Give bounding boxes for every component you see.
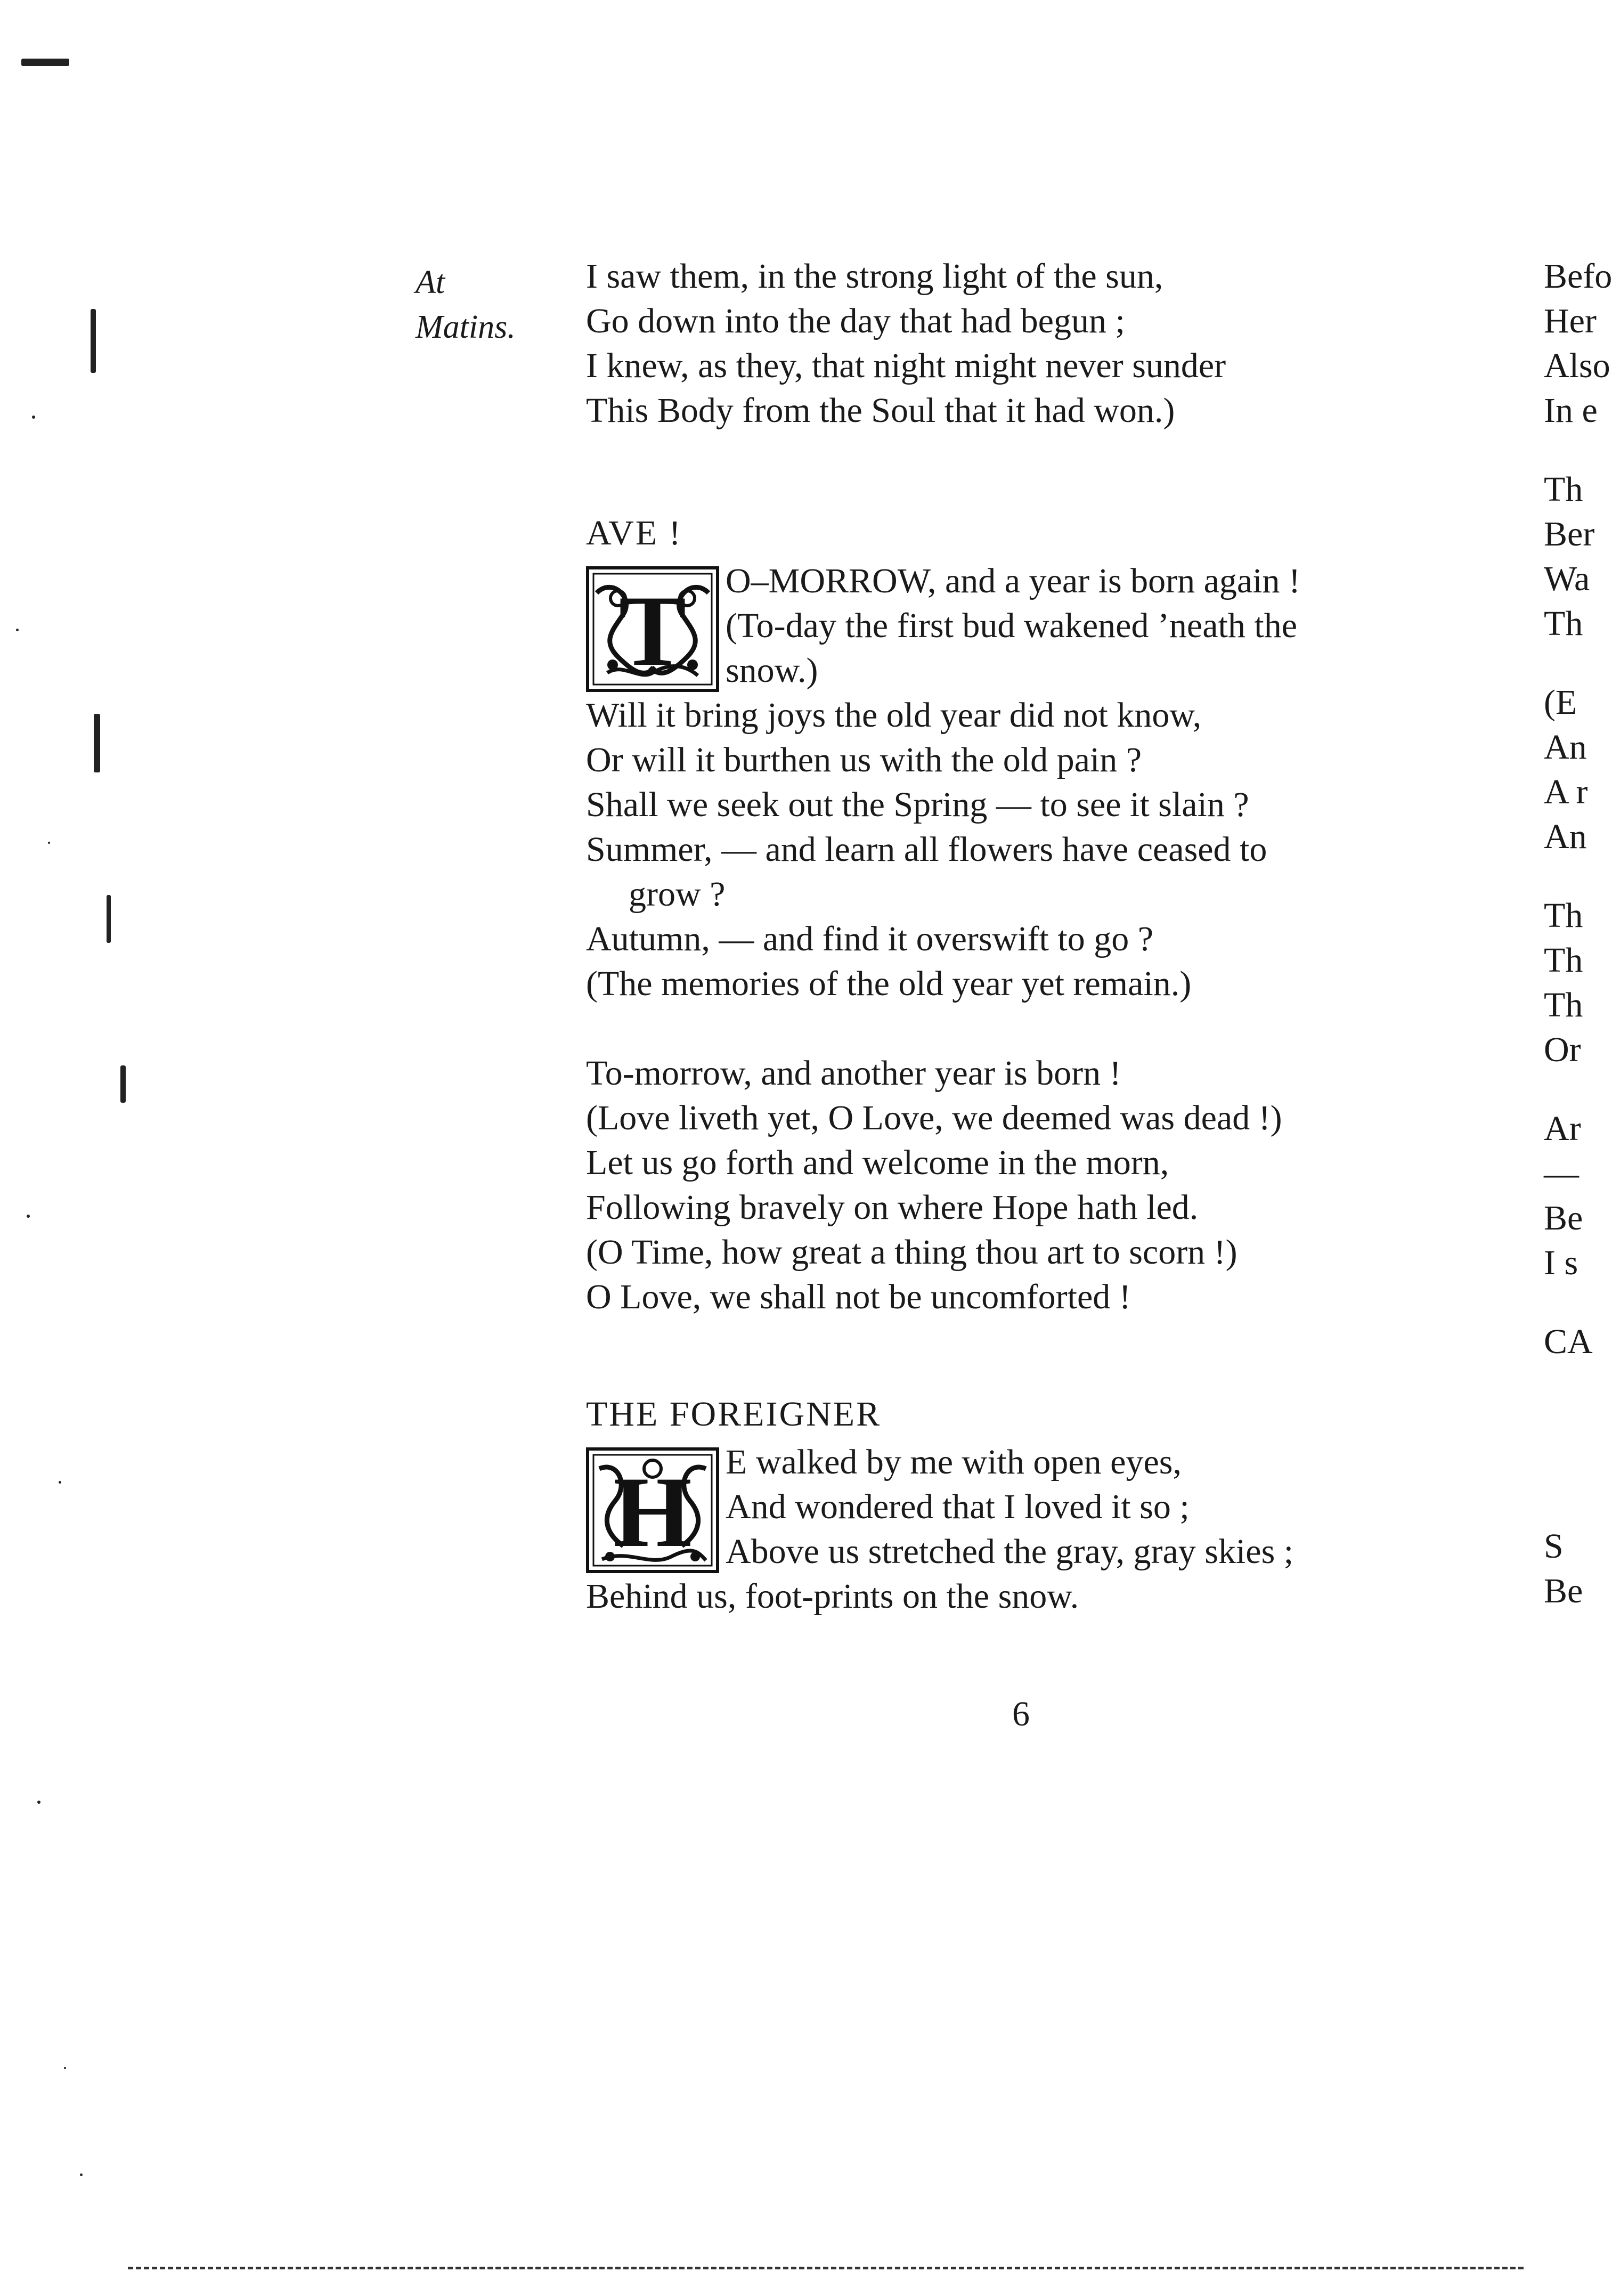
verse-line: Autumn, — and find it overswift to go ? [586, 919, 1154, 958]
margin-note-line: Matins. [416, 309, 516, 345]
fragment-line: Th [1544, 941, 1583, 980]
fragment-line: Th [1544, 604, 1583, 643]
binding-edge-marks [0, 43, 123, 2280]
foreigner-opening [586, 1440, 1449, 1574]
ave-stanza-1 [586, 693, 1449, 1006]
verse-line: snow.) [726, 651, 818, 690]
fragment-line: Be [1544, 1199, 1583, 1237]
main-text-column [586, 254, 1449, 1619]
fragment-line: Ar [1544, 1109, 1581, 1148]
verse-line: Let us go forth and welcome in the morn, [586, 1143, 1169, 1182]
fragment-line: An [1544, 728, 1587, 767]
verse-line: I knew, as they, that night might never sunder [586, 346, 1226, 385]
fragment-line: Th [1544, 470, 1583, 509]
verse-line: This Body from the Soul that it had won.) [586, 391, 1175, 430]
fragment-line: An [1544, 817, 1587, 856]
page-number: 6 [1012, 1695, 1030, 1733]
bottom-edge-rule [128, 2267, 1524, 2273]
fragment-line: Her [1544, 302, 1597, 340]
verse-line: (Love liveth yet, O Love, we deemed was dead !) [586, 1098, 1282, 1137]
fragment-line: CA [1544, 1322, 1593, 1361]
verse-line: E walked by me with open eyes, [726, 1443, 1182, 1481]
verse-line: grow ? [629, 875, 726, 914]
poem-title-foreigner: THE FOREIGNER [586, 1395, 882, 1434]
verse-line: O Love, we shall not be uncomforted ! [586, 1277, 1131, 1316]
verse-line: Go down into the day that had begun ; [586, 302, 1125, 340]
verse-line: Following bravely on where Hope hath led. [586, 1188, 1199, 1227]
fragment-line: S [1544, 1527, 1564, 1566]
svg-text:T: T [618, 575, 687, 687]
ornamental-drop-cap [586, 566, 719, 692]
margin-note [416, 260, 516, 349]
fragment-line: Be [1544, 1572, 1583, 1610]
verse-line: Summer, — and learn all flowers have ceased to [586, 830, 1267, 869]
fragment-line: Th [1544, 896, 1583, 935]
margin-note-line: At [416, 264, 445, 300]
verse-line: I saw them, in the strong light of the sun, [586, 257, 1163, 296]
fragment-line: A r [1544, 772, 1588, 811]
fragment-line: I s [1544, 1243, 1578, 1282]
verse-line: (O Time, how great a thing thou art to scorn !) [586, 1233, 1238, 1272]
verse-line: Behind us, foot-prints on the snow. [586, 1577, 1079, 1616]
facing-page-fragments [1544, 254, 1612, 1614]
verse-line: (The memories of the old year yet remain.) [586, 964, 1192, 1003]
fragment-line: — [1544, 1154, 1579, 1193]
ave-stanza-2 [586, 1051, 1449, 1320]
intro-stanza [586, 254, 1449, 433]
ornamental-drop-cap [586, 1447, 719, 1573]
verse-line: Or will it burthen us with the old pain ? [586, 740, 1142, 779]
verse-line: O–MORROW, and a year is born again ! [726, 561, 1301, 600]
fragment-line: Or [1544, 1030, 1581, 1069]
foreigner-stanza [586, 1574, 1449, 1619]
ave-opening [586, 559, 1449, 693]
poem-title-ave: AVE ! [586, 514, 682, 552]
verse-line: Shall we seek out the Spring — to see it slain ? [586, 785, 1249, 824]
fragment-line: Befo [1544, 257, 1612, 296]
fragment-line: Wa [1544, 559, 1590, 598]
verse-line: To-morrow, and another year is born ! [586, 1054, 1121, 1093]
fragment-line: Th [1544, 986, 1583, 1024]
verse-line: (To-day the first bud wakened ’neath the [726, 606, 1297, 645]
fragment-line: (E [1544, 683, 1577, 722]
verse-line: And wondered that I loved it so ; [726, 1487, 1190, 1526]
fragment-line: In e [1544, 391, 1598, 430]
fragment-line: Also [1544, 346, 1610, 385]
verse-line: Above us stretched the gray, gray skies ; [726, 1532, 1294, 1571]
verse-line: Will it bring joys the old year did not know, [586, 696, 1202, 735]
fragment-line: Ber [1544, 515, 1595, 553]
svg-text:H: H [613, 1456, 692, 1568]
